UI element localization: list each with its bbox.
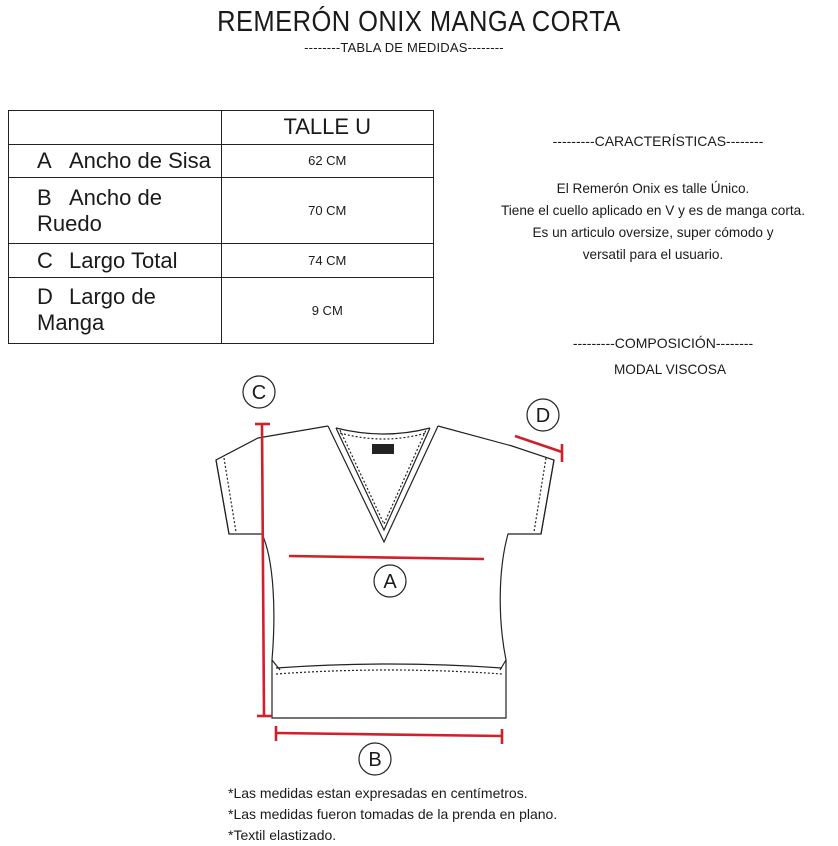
measure-line-a bbox=[289, 556, 484, 559]
measure-letter: A bbox=[37, 147, 52, 173]
marker-a-label: A bbox=[383, 571, 397, 593]
page-subtitle: --------TABLA DE MEDIDAS-------- bbox=[304, 40, 504, 55]
footnotes bbox=[228, 783, 557, 846]
measure-value: 74 CM bbox=[221, 244, 434, 278]
measure-name: Largo Total bbox=[69, 247, 178, 273]
measure-value: 70 CM bbox=[221, 178, 434, 244]
composicion-value: MODAL VISCOSA bbox=[613, 362, 727, 377]
measure-letter: C bbox=[37, 247, 53, 273]
measure-letter: D bbox=[37, 284, 53, 310]
marker-d-label: D bbox=[535, 405, 551, 427]
caracteristicas-heading: ---------CARACTERÍSTICAS-------- bbox=[552, 133, 764, 149]
page-title: REMERÓN ONIX MANGA CORTA bbox=[217, 6, 621, 38]
footnote: *Las medidas estan expresadas en centímetros. bbox=[228, 785, 528, 801]
footnote: *Las medidas fueron tomadas de la prenda en plano. bbox=[228, 806, 558, 822]
caracteristicas-line: Es un articulo oversize, super cómodo y bbox=[532, 225, 774, 240]
caracteristicas-line: versatil para el usuario. bbox=[582, 247, 724, 262]
caracteristicas-line: El Remerón Onix es talle Único. bbox=[556, 181, 750, 196]
measure-name: Ancho de Sisa bbox=[69, 147, 211, 173]
measure-value: 9 CM bbox=[221, 277, 434, 343]
measurement-lines bbox=[255, 424, 562, 744]
measure-letter: B bbox=[37, 184, 52, 210]
footnote: *Textil elastizado. bbox=[228, 827, 337, 843]
marker-b-label: B bbox=[368, 749, 382, 771]
measure-value: 62 CM bbox=[221, 144, 434, 178]
measure-name: Largo de Manga bbox=[37, 284, 156, 336]
marker-c-label: C bbox=[251, 382, 267, 404]
measure-line-c bbox=[262, 424, 264, 716]
label-tag-icon bbox=[372, 444, 394, 454]
measure-name: Ancho de Ruedo bbox=[37, 184, 162, 236]
composicion-heading: ---------COMPOSICIÓN-------- bbox=[572, 335, 754, 351]
measure-line-b bbox=[276, 733, 502, 736]
size-header: TALLE U bbox=[221, 111, 434, 145]
caracteristicas-line: Tiene el cuello aplicado en V y es de manga corta. bbox=[500, 203, 806, 218]
